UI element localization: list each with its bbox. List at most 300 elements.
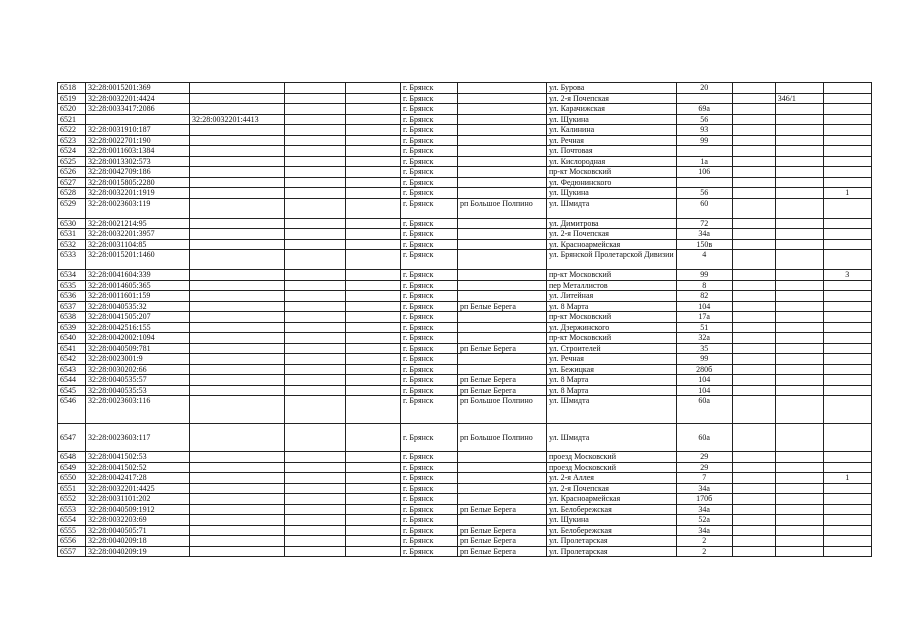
table-row [58, 515, 872, 526]
empty-cell [285, 156, 346, 167]
street-cell: ул. Шмидта [547, 424, 677, 452]
empty-cell [285, 114, 346, 125]
house-number-cell: 82 [676, 291, 732, 302]
cadastral-number-2-cell [190, 250, 285, 270]
house-number-cell: 99 [676, 135, 732, 146]
street-cell: ул. Пролетарская [547, 536, 677, 547]
row-number-cell: 6552 [58, 494, 86, 505]
settlement-cell: рп Белые Берега [458, 375, 547, 386]
settlement-cell [458, 83, 547, 94]
cadastral-number-2-cell [190, 218, 285, 229]
cadastral-number-cell: 32:28:0032201:1919 [86, 188, 190, 199]
empty-cell [346, 452, 401, 463]
city-cell: г. Брянск [401, 396, 458, 424]
cadastral-number-cell: 32:28:0041604:339 [86, 270, 190, 281]
empty-cell [346, 343, 401, 354]
row-number-cell: 6549 [58, 462, 86, 473]
apartment-cell [823, 125, 871, 136]
row-number-cell: 6548 [58, 452, 86, 463]
settlement-cell [458, 104, 547, 115]
empty-cell [346, 167, 401, 178]
settlement-cell [458, 177, 547, 188]
building-cell [732, 280, 775, 291]
structure-cell [775, 452, 823, 463]
structure-cell [775, 354, 823, 365]
settlement-cell [458, 494, 547, 505]
table-row [58, 188, 872, 199]
house-number-cell: 104 [676, 385, 732, 396]
empty-cell [346, 483, 401, 494]
street-cell: пр-кт Московский [547, 312, 677, 323]
cadastral-number-2-cell [190, 375, 285, 386]
table-row [58, 93, 872, 104]
building-cell [732, 270, 775, 281]
apartment-cell [823, 483, 871, 494]
cadastral-number-cell: 32:28:0022701:190 [86, 135, 190, 146]
table-row [58, 483, 872, 494]
row-number-cell: 6524 [58, 146, 86, 157]
building-cell [732, 135, 775, 146]
house-number-cell: 34а [676, 504, 732, 515]
empty-cell [346, 525, 401, 536]
house-number-cell: 150в [676, 239, 732, 250]
street-cell: ул. Дзержинского [547, 322, 677, 333]
empty-cell [285, 198, 346, 218]
house-number-cell: 20 [676, 83, 732, 94]
building-cell [732, 312, 775, 323]
structure-cell [775, 229, 823, 240]
cadastral-number-cell: 32:28:0015201:1460 [86, 250, 190, 270]
row-number-cell: 6529 [58, 198, 86, 218]
street-cell: ул. 2-я Аллея [547, 473, 677, 484]
settlement-cell: рп Белые Берега [458, 301, 547, 312]
table-row [58, 146, 872, 157]
city-cell: г. Брянск [401, 146, 458, 157]
row-number-cell: 6554 [58, 515, 86, 526]
structure-cell [775, 462, 823, 473]
settlement-cell [458, 218, 547, 229]
structure-cell [775, 280, 823, 291]
settlement-cell [458, 462, 547, 473]
cadastral-number-2-cell [190, 104, 285, 115]
structure-cell [775, 515, 823, 526]
structure-cell [775, 504, 823, 515]
empty-cell [346, 462, 401, 473]
cadastral-number-cell: 32:28:0033417:2086 [86, 104, 190, 115]
settlement-cell: рп Белые Берега [458, 343, 547, 354]
apartment-cell [823, 515, 871, 526]
empty-cell [346, 396, 401, 424]
settlement-cell [458, 354, 547, 365]
street-cell: ул. Щукина [547, 114, 677, 125]
cadastral-number-cell: 32:28:0023603:117 [86, 424, 190, 452]
structure-cell [775, 333, 823, 344]
cadastral-number-cell: 32:28:0040509:781 [86, 343, 190, 354]
empty-cell [346, 354, 401, 365]
cadastral-number-2-cell [190, 146, 285, 157]
cadastral-number-2-cell [190, 93, 285, 104]
city-cell: г. Брянск [401, 177, 458, 188]
settlement-cell [458, 188, 547, 199]
street-cell: проезд Московский [547, 462, 677, 473]
city-cell: г. Брянск [401, 494, 458, 505]
cadastral-number-cell: 32:28:0011601:159 [86, 291, 190, 302]
settlement-cell [458, 483, 547, 494]
cadastral-number-cell: 32:28:0031104:85 [86, 239, 190, 250]
structure-cell [775, 525, 823, 536]
structure-cell [775, 343, 823, 354]
row-number-cell: 6541 [58, 343, 86, 354]
cadastral-number-cell: 32:28:0030202:66 [86, 364, 190, 375]
apartment-cell [823, 177, 871, 188]
cadastral-number-2-cell [190, 462, 285, 473]
table-row [58, 301, 872, 312]
empty-cell [285, 494, 346, 505]
building-cell [732, 375, 775, 386]
cadastral-number-2-cell [190, 83, 285, 94]
settlement-cell [458, 167, 547, 178]
street-cell: ул. Федюнинского [547, 177, 677, 188]
city-cell: г. Брянск [401, 239, 458, 250]
empty-cell [285, 424, 346, 452]
house-number-cell: 104 [676, 375, 732, 386]
cadastral-number-2-cell [190, 504, 285, 515]
row-number-cell: 6532 [58, 239, 86, 250]
empty-cell [285, 146, 346, 157]
cadastral-number-cell: 32:28:0042709:186 [86, 167, 190, 178]
cadastral-number-2-cell [190, 536, 285, 547]
street-cell: пр-кт Московский [547, 167, 677, 178]
empty-cell [285, 280, 346, 291]
cadastral-number-2-cell [190, 452, 285, 463]
empty-cell [285, 354, 346, 365]
cadastral-number-cell: 32:28:0032203:69 [86, 515, 190, 526]
city-cell: г. Брянск [401, 114, 458, 125]
apartment-cell [823, 462, 871, 473]
city-cell: г. Брянск [401, 473, 458, 484]
cadastral-number-cell: 32:28:0032201:4425 [86, 483, 190, 494]
row-number-cell: 6539 [58, 322, 86, 333]
building-cell [732, 354, 775, 365]
empty-cell [285, 375, 346, 386]
row-number-cell: 6556 [58, 536, 86, 547]
empty-cell [346, 494, 401, 505]
row-number-cell: 6546 [58, 396, 86, 424]
city-cell: г. Брянск [401, 483, 458, 494]
row-number-cell: 6537 [58, 301, 86, 312]
street-cell: ул. 8 Марта [547, 375, 677, 386]
cadastral-number-2-cell [190, 494, 285, 505]
apartment-cell [823, 322, 871, 333]
row-number-cell: 6540 [58, 333, 86, 344]
empty-cell [285, 322, 346, 333]
structure-cell [775, 375, 823, 386]
city-cell: г. Брянск [401, 354, 458, 365]
street-cell: ул. Карачижская [547, 104, 677, 115]
row-number-cell: 6543 [58, 364, 86, 375]
row-number-cell: 6535 [58, 280, 86, 291]
building-cell [732, 546, 775, 557]
empty-cell [346, 322, 401, 333]
table-row [58, 452, 872, 463]
street-cell: ул. Щукина [547, 515, 677, 526]
building-cell [732, 167, 775, 178]
cadastral-number-cell: 32:28:0015805:2280 [86, 177, 190, 188]
city-cell: г. Брянск [401, 83, 458, 94]
empty-cell [346, 312, 401, 323]
empty-cell [346, 250, 401, 270]
apartment-cell [823, 229, 871, 240]
cadastral-number-cell: 32:28:0040535:57 [86, 375, 190, 386]
structure-cell [775, 270, 823, 281]
table-row [58, 229, 872, 240]
table-row [58, 364, 872, 375]
structure-cell [775, 125, 823, 136]
row-number-cell: 6553 [58, 504, 86, 515]
city-cell: г. Брянск [401, 156, 458, 167]
row-number-cell: 6523 [58, 135, 86, 146]
registry-table [57, 82, 872, 557]
table-row [58, 125, 872, 136]
house-number-cell: 170б [676, 494, 732, 505]
apartment-cell [823, 312, 871, 323]
cadastral-number-2-cell [190, 280, 285, 291]
building-cell [732, 396, 775, 424]
city-cell: г. Брянск [401, 93, 458, 104]
settlement-cell: рп Большое Полпино [458, 198, 547, 218]
row-number-cell: 6518 [58, 83, 86, 94]
city-cell: г. Брянск [401, 104, 458, 115]
cadastral-number-2-cell [190, 312, 285, 323]
table-row [58, 218, 872, 229]
table-row [58, 114, 872, 125]
apartment-cell [823, 385, 871, 396]
table-row [58, 250, 872, 270]
settlement-cell: рп Белые Берега [458, 504, 547, 515]
row-number-cell: 6527 [58, 177, 86, 188]
cadastral-number-cell: 32:28:0023603:119 [86, 198, 190, 218]
empty-cell [285, 104, 346, 115]
row-number-cell: 6550 [58, 473, 86, 484]
street-cell: ул. 2-я Почепская [547, 93, 677, 104]
empty-cell [285, 291, 346, 302]
empty-cell [285, 536, 346, 547]
building-cell [732, 322, 775, 333]
empty-cell [285, 396, 346, 424]
cadastral-number-2-cell [190, 546, 285, 557]
empty-cell [346, 504, 401, 515]
building-cell [732, 177, 775, 188]
cadastral-number-cell: 32:28:0040209:18 [86, 536, 190, 547]
building-cell [732, 114, 775, 125]
street-cell: ул. Кислородная [547, 156, 677, 167]
cadastral-number-2-cell [190, 322, 285, 333]
cadastral-number-cell: 32:28:0040505:71 [86, 525, 190, 536]
house-number-cell: 35 [676, 343, 732, 354]
building-cell [732, 333, 775, 344]
building-cell [732, 483, 775, 494]
structure-cell [775, 156, 823, 167]
building-cell [732, 385, 775, 396]
settlement-cell: рп Большое Полпино [458, 396, 547, 424]
empty-cell [346, 280, 401, 291]
structure-cell [775, 250, 823, 270]
cadastral-number-cell: 32:28:0040535:32 [86, 301, 190, 312]
structure-cell [775, 188, 823, 199]
building-cell [732, 343, 775, 354]
row-number-cell: 6544 [58, 375, 86, 386]
house-number-cell: 99 [676, 354, 732, 365]
cadastral-number-cell: 32:28:0040535:53 [86, 385, 190, 396]
house-number-cell: 29 [676, 452, 732, 463]
empty-cell [285, 525, 346, 536]
cadastral-number-2-cell [190, 525, 285, 536]
row-number-cell: 6528 [58, 188, 86, 199]
empty-cell [346, 239, 401, 250]
cadastral-number-2-cell [190, 198, 285, 218]
house-number-cell: 60а [676, 396, 732, 424]
empty-cell [346, 333, 401, 344]
street-cell: ул. 8 Марта [547, 301, 677, 312]
table-row [58, 322, 872, 333]
table-row [58, 546, 872, 557]
cadastral-number-cell: 32:28:0032201:3957 [86, 229, 190, 240]
empty-cell [346, 114, 401, 125]
empty-cell [285, 462, 346, 473]
house-number-cell: 51 [676, 322, 732, 333]
structure-cell: 346/1 [775, 93, 823, 104]
row-number-cell: 6519 [58, 93, 86, 104]
settlement-cell: рп Большое Полпино [458, 424, 547, 452]
row-number-cell: 6526 [58, 167, 86, 178]
structure-cell [775, 177, 823, 188]
empty-cell [346, 93, 401, 104]
empty-cell [346, 291, 401, 302]
empty-cell [285, 515, 346, 526]
row-number-cell: 6538 [58, 312, 86, 323]
cadastral-number-2-cell [190, 364, 285, 375]
table-row [58, 312, 872, 323]
structure-cell [775, 239, 823, 250]
city-cell: г. Брянск [401, 525, 458, 536]
empty-cell [346, 301, 401, 312]
building-cell [732, 525, 775, 536]
settlement-cell [458, 239, 547, 250]
settlement-cell [458, 270, 547, 281]
empty-cell [346, 218, 401, 229]
table-row [58, 270, 872, 281]
city-cell: г. Брянск [401, 385, 458, 396]
building-cell [732, 229, 775, 240]
cadastral-number-cell: 32:28:0015201:369 [86, 83, 190, 94]
settlement-cell [458, 473, 547, 484]
row-number-cell: 6520 [58, 104, 86, 115]
empty-cell [285, 546, 346, 557]
empty-cell [346, 135, 401, 146]
cadastral-number-2-cell [190, 270, 285, 281]
city-cell: г. Брянск [401, 364, 458, 375]
structure-cell [775, 483, 823, 494]
city-cell: г. Брянск [401, 188, 458, 199]
settlement-cell: рп Белые Берега [458, 546, 547, 557]
house-number-cell: 56 [676, 188, 732, 199]
cadastral-number-cell: 32:28:0041505:207 [86, 312, 190, 323]
apartment-cell [823, 333, 871, 344]
street-cell: пр-кт Московский [547, 333, 677, 344]
table-row [58, 280, 872, 291]
street-cell: ул. 8 Марта [547, 385, 677, 396]
empty-cell [346, 125, 401, 136]
apartment-cell [823, 198, 871, 218]
apartment-cell [823, 343, 871, 354]
table-row [58, 462, 872, 473]
apartment-cell [823, 250, 871, 270]
city-cell: г. Брянск [401, 375, 458, 386]
cadastral-number-2-cell [190, 239, 285, 250]
empty-cell [285, 333, 346, 344]
empty-cell [346, 83, 401, 94]
building-cell [732, 125, 775, 136]
city-cell: г. Брянск [401, 291, 458, 302]
empty-cell [346, 536, 401, 547]
house-number-cell: 2 [676, 536, 732, 547]
row-number-cell: 6525 [58, 156, 86, 167]
settlement-cell [458, 322, 547, 333]
city-cell: г. Брянск [401, 333, 458, 344]
structure-cell [775, 146, 823, 157]
table-row [58, 167, 872, 178]
street-cell: ул. Брянской Пролетарской Дивизии [547, 250, 677, 270]
street-cell: ул. Калинина [547, 125, 677, 136]
street-cell: ул. Белобережская [547, 504, 677, 515]
structure-cell [775, 291, 823, 302]
table-row [58, 396, 872, 424]
cadastral-number-cell: 32:28:0021214:95 [86, 218, 190, 229]
row-number-cell: 6557 [58, 546, 86, 557]
empty-cell [285, 93, 346, 104]
settlement-cell [458, 291, 547, 302]
empty-cell [285, 473, 346, 484]
house-number-cell: 7 [676, 473, 732, 484]
row-number-cell: 6531 [58, 229, 86, 240]
house-number-cell: 280б [676, 364, 732, 375]
city-cell: г. Брянск [401, 125, 458, 136]
structure-cell [775, 473, 823, 484]
building-cell [732, 504, 775, 515]
table-row [58, 333, 872, 344]
empty-cell [285, 218, 346, 229]
empty-cell [346, 515, 401, 526]
settlement-cell [458, 156, 547, 167]
apartment-cell [823, 504, 871, 515]
cadastral-number-cell: 32:28:0041502:52 [86, 462, 190, 473]
empty-cell [285, 135, 346, 146]
empty-cell [285, 239, 346, 250]
cadastral-number-2-cell [190, 424, 285, 452]
row-number-cell: 6536 [58, 291, 86, 302]
empty-cell [285, 250, 346, 270]
empty-cell [346, 146, 401, 157]
settlement-cell [458, 312, 547, 323]
empty-cell [346, 270, 401, 281]
table-row [58, 504, 872, 515]
table-row [58, 177, 872, 188]
house-number-cell: 34а [676, 229, 732, 240]
cadastral-number-cell: 32:28:0013302:573 [86, 156, 190, 167]
apartment-cell [823, 364, 871, 375]
settlement-cell [458, 515, 547, 526]
building-cell [732, 452, 775, 463]
